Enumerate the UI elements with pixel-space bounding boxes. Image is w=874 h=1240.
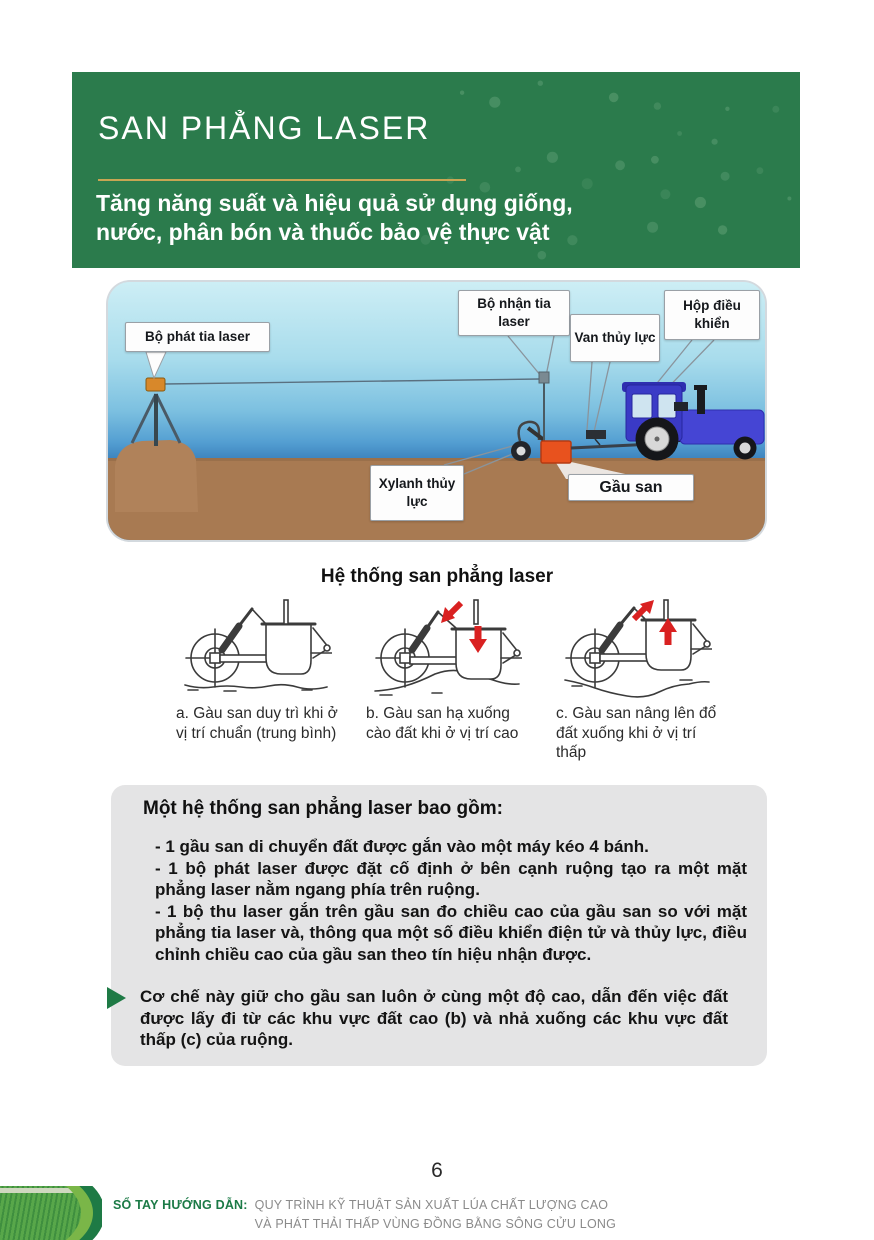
label-laser-transmitter: Bộ phát tia laser bbox=[125, 322, 270, 352]
figure-a-caption: a. Gàu san duy trì khi ở vị trí chuẩn (trung bình) bbox=[176, 705, 338, 742]
footer-label: SỔ TAY HƯỚNG DẪN: bbox=[113, 1198, 248, 1212]
label-hydraulic-cylinder: Xylanh thủy lực bbox=[370, 465, 464, 521]
subtitle-line-1: Tăng năng suất và hiệu quả sử dụng giống, bbox=[96, 190, 573, 216]
figure-b-drawing bbox=[372, 598, 522, 698]
figure-b-caption: b. Gàu san hạ xuống cào đất khi ở vị trí cao bbox=[366, 705, 519, 742]
figure-c-drawing bbox=[562, 598, 712, 698]
info-box-item: - 1 bộ phát laser được đặt cố định ở bên cạnh ruộng tạo ra một mặt phẳng laser nằm ngang phía trên ruộng. bbox=[155, 858, 747, 899]
info-box-note bbox=[107, 986, 747, 1051]
page-number: 6 bbox=[431, 1159, 443, 1182]
label-hydraulic-valve: Van thủy lực bbox=[570, 314, 660, 362]
title-underline bbox=[98, 179, 466, 181]
figure-b bbox=[366, 598, 528, 763]
rice-field-image bbox=[0, 1186, 81, 1240]
label-control-box: Hộp điều khiển bbox=[664, 290, 760, 340]
footer bbox=[113, 1196, 616, 1234]
subtitle-line-2: nước, phân bón và thuốc bảo vệ thực vật bbox=[96, 219, 550, 245]
banner-subtitle bbox=[96, 189, 573, 247]
info-box-item: - 1 bộ thu laser gắn trên gầu san đo chiều cao của gầu san so với mặt phẳng tia laser và, thông qua một số điều khiển điện tử và thủy lực, điều chỉnh chiều cao của gầu san theo tín hiệu nhận được. bbox=[155, 901, 747, 964]
footer-lines bbox=[255, 1196, 616, 1234]
diagram-caption: Hệ thống san phẳng laser bbox=[320, 566, 554, 587]
page-title: SAN PHẲNG LASER bbox=[98, 110, 431, 146]
header-banner bbox=[72, 72, 800, 268]
info-box bbox=[111, 785, 767, 1066]
arrow-right-icon bbox=[107, 987, 126, 1009]
bucket-position-figures bbox=[176, 598, 720, 763]
laser-system-diagram bbox=[108, 282, 765, 540]
info-box-items bbox=[155, 836, 747, 965]
figure-a-drawing bbox=[182, 598, 332, 698]
label-scraper-bucket: Gầu san bbox=[568, 474, 694, 501]
label-laser-receiver: Bộ nhận tia laser bbox=[458, 290, 570, 336]
info-box-note-text: Cơ chế này giữ cho gầu san luôn ở cùng một độ cao, dẫn đến việc đất được lấy đi từ các khu vực đất cao (b) và nhả xuống các khu vực đất thấp (c) của ruộng. bbox=[140, 987, 728, 1049]
field-photo bbox=[0, 1186, 102, 1240]
info-box-heading: Một hệ thống san phẳng laser bao gồm: bbox=[143, 798, 503, 819]
figure-c bbox=[556, 598, 718, 763]
info-box-item: - 1 gầu san di chuyển đất được gắn vào một máy kéo 4 bánh. bbox=[155, 837, 649, 856]
footer-line-1: QUY TRÌNH KỸ THUẬT SẢN XUẤT LÚA CHẤT LƯỢNG CAO bbox=[254, 1198, 609, 1212]
footer-line-2: VÀ PHÁT THẢI THẤP VÙNG ĐỒNG BẰNG SÔNG CỬU LONG bbox=[254, 1217, 617, 1231]
figure-c-caption: c. Gàu san nâng lên đổ đất xuống khi ở vị trí thấp bbox=[556, 705, 717, 761]
figure-a bbox=[176, 598, 338, 763]
